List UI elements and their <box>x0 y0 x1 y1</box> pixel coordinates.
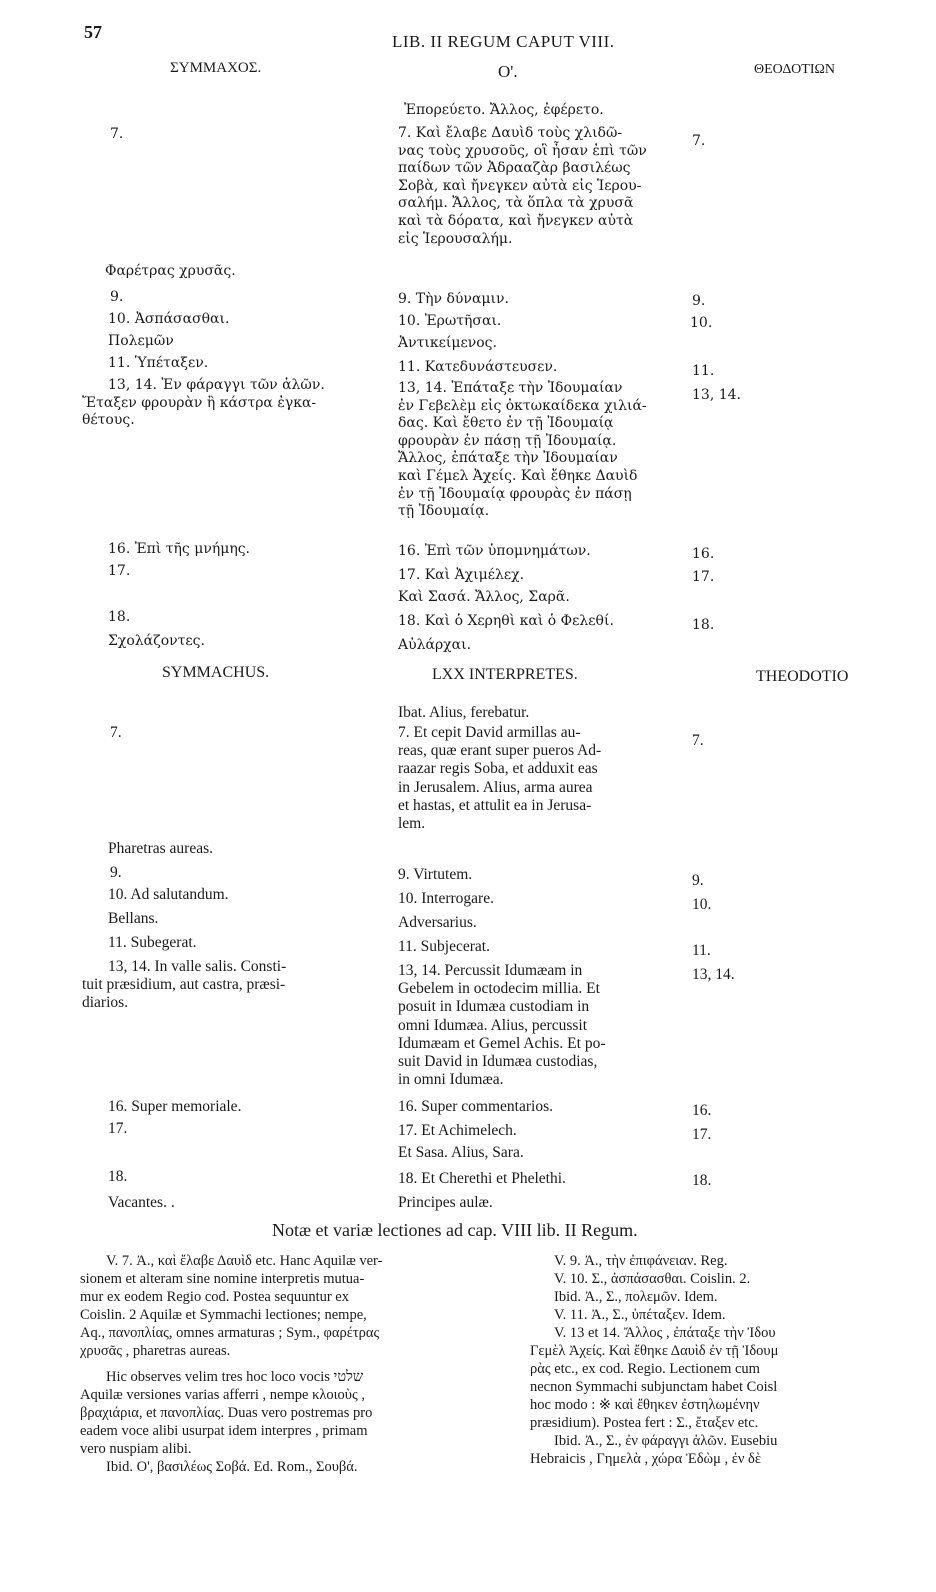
latin-lxx-heading: LXX INTERPRETES. <box>432 666 578 683</box>
latin-lxx-verse-18: 18. Et Cherethi et Phelethi. <box>398 1170 566 1187</box>
greek-lxx-antikeimenos: Ἀντικείμενος. <box>398 335 497 351</box>
greek-lxx-verse-7: 7. Καὶ ἔλαβε Δαυὶδ τοὺς χλιδῶ- νας τοὺς χρυσοῦς, οἳ ἦσαν ἐπὶ τῶν παίδων τῶν Ἀδρααζὰρ βασιλέως Σοβὰ, καὶ ἤνεγκεν αὐτὰ εἰς Ἱερου- σαλήμ. Ἄλλος, τὰ ὅπλα τὰ χρυσᾶ καὶ τὰ δόρατα, καὶ ἤνεγκεν αὐτὰ εἰς Ἱερουσαλήμ. <box>398 125 647 247</box>
latin-sym-verse-16: 16. Super memoriale. <box>108 1098 242 1115</box>
greek-lxx-sasa: Καὶ Σασά. Ἄλλος, Σαρᾶ. <box>398 589 570 605</box>
greek-sym-pharetras: Φαρέτρας χρυσᾶς. <box>105 263 236 279</box>
latin-lxx-sasa: Et Sasa. Alius, Sara. <box>398 1144 524 1161</box>
latin-theo-verse-17: 17. <box>692 1126 712 1143</box>
latin-sym-verse-7: 7. <box>110 724 122 741</box>
greek-lxx-heading: Ο'. <box>498 62 518 81</box>
latin-sym-verse-13-14: 13, 14. In valle salis. Consti- tuit præsidium, aut castra, præsi- diarios. <box>82 958 287 1012</box>
latin-sym-verse-11: 11. Subegerat. <box>108 934 197 951</box>
latin-lxx-verse-11: 11. Subjecerat. <box>398 938 490 955</box>
greek-theo-verse-13-14: 13, 14. <box>692 387 741 403</box>
running-title: LIB. II REGUM CAPUT VIII. <box>392 32 615 51</box>
greek-sym-verse-13-14: 13, 14. Ἐν φάραγγι τῶν ἁλῶν. Ἔταξεν φρουρὰν ἢ κάστρα ἐγκα- θέτους. <box>82 377 325 429</box>
latin-theo-verse-11: 11. <box>692 942 711 959</box>
greek-lxx-verse-11: 11. Κατεδυνάστευσεν. <box>398 359 558 375</box>
greek-lxx-verse-17: 17. Καὶ Ἀχιμέλεχ. <box>398 567 525 583</box>
latin-theo-verse-16: 16. <box>692 1102 712 1119</box>
greek-lxx-verse-18: 18. Καὶ ὁ Χερηθὶ καὶ ὁ Φελεθί. <box>398 613 614 629</box>
greek-sym-verse-16: 16. Ἐπὶ τῆς μνήμης. <box>108 541 250 557</box>
latin-theo-verse-13-14: 13, 14. <box>692 966 735 983</box>
page-number: 57 <box>84 22 102 42</box>
greek-lxx-verse-9: 9. Τὴν δύναμιν. <box>398 291 509 307</box>
latin-lxx-verse-16: 16. Super commentarios. <box>398 1098 553 1115</box>
latin-theo-verse-7: 7. <box>692 732 704 749</box>
greek-lxx-aularchai: Αὐλάρχαι. <box>398 637 472 653</box>
greek-sym-polemon: Πολεμῶν <box>108 333 174 349</box>
greek-sym-verse-11: 11. Ὑπέταξεν. <box>108 355 209 371</box>
latin-lxx-verse-7: 7. Et cepit David armillas au- reas, quæ erant super pueros Ad- raazar regis Soba, et adduxit eas in Jerusalem. Alius, arma aurea et hastas, et attulit ea in Jerusa- lem. <box>398 724 602 833</box>
latin-theo-verse-18: 18. <box>692 1172 712 1189</box>
latin-lxx-verse-13-14: 13, 14. Percussit Idumæam in Gebelem in octodecim millia. Et posuit in Idumæa custodiam in omni Idumæa. Alius, percussit Idumæam et Gemel Achis. Et po- suit David in Idumæa custodias, in omni Idumæa. <box>398 962 606 1089</box>
notes-right-column: V. 9. Ἀ., τὴν ἐπιφάνειαν. Reg. V. 10. Σ., ἀσπάσασθαι. Coislin. 2. Ibid. Ἀ., Σ., πολεμῶν. Idem. V. 11. Ἀ., Σ., ὑπέταξεν. Idem. V. 13 et 14. Ἄλλος , ἐπάταξε τὴν Ἰδου Γεμὲλ Ἀχείς. Καὶ ἔθηκε Δαυὶδ ἐν τῇ Ἰδουμ ρὰς etc., ex cod. Regio. Lectionem cum necnon Symmachi subjunctam habet Coisl hoc modo : ※ καὶ ἔθηκεν ἐστηλωμένην præsidium). Postea fert : Σ., ἔταξεν etc. Ibid. Ἀ., Σ., ἐν φάραγγι ἁλῶν. Eusebiu Hebraicis , Γημελὰ , χώρα Ἐδὼμ , ἐν δὲ <box>530 1253 779 1467</box>
latin-lxx-verse-17: 17. Et Achimelech. <box>398 1122 517 1139</box>
latin-lxx-adversarius: Adversarius. <box>398 914 477 931</box>
latin-sym-pharetras: Pharetras aureas. <box>108 840 214 857</box>
greek-theo-verse-11: 11. <box>692 363 715 379</box>
greek-theo-verse-10: 10. <box>690 315 713 331</box>
greek-sym-verse-17: 17. <box>108 563 131 579</box>
latin-sym-verse-10: 10. Ad salutandum. <box>108 886 229 903</box>
latin-sym-bellans: Bellans. <box>108 910 159 927</box>
greek-theo-verse-9: 9. <box>692 293 706 309</box>
greek-sym-verse-10: 10. Ἀσπάσασθαι. <box>108 311 230 327</box>
greek-sym-verse-7: 7. <box>110 126 124 142</box>
greek-sym-verse-9: 9. <box>110 289 124 305</box>
notes-left-column: V. 7. Ἀ., καὶ ἔλαβε Δαυὶδ etc. Hanc Aquilæ ver- sionem et alteram sine nomine interpretis mutua- mur ex eodem Regio cod. Postea sequuntur ex Coislin. 2 Aquilæ et Symmachi lectiones; nempe, Aq., πανοπλίας, omnes armaturas ; Sym., φαρέτρας χρυσᾶς , pharetras aureas. Hic observes velim tres hoc loco vocis שלטי Aquilæ versiones varias afferri , nempe κλοιοὺς , βραχιάρια, et πανοπλίας. Duas vero postremas pro eadem voce alibi usurpat idem interpres , primam vero nuspiam alibi. Ibid. Ο', βασιλέως Σοβά. Ed. Rom., Σουβά. <box>80 1253 383 1475</box>
latin-lxx-verse-10: 10. Interrogare. <box>398 890 494 907</box>
greek-theodotion-heading: ΘΕΟΔΟΤΙΩΝ <box>754 62 836 77</box>
latin-sym-verse-9: 9. <box>110 864 122 881</box>
greek-theo-verse-16: 16. <box>692 546 715 562</box>
greek-theo-verse-7: 7. <box>692 133 706 149</box>
latin-sym-vacantes: Vacantes. . <box>108 1194 175 1211</box>
greek-lxx-verse-16: 16. Ἐπὶ τῶν ὑπομνημάτων. <box>398 543 591 559</box>
latin-symmachus-heading: SYMMACHUS. <box>162 664 270 681</box>
latin-lxx-first-line: Ibat. Alius, ferebatur. <box>398 704 530 721</box>
notes-title: Notæ et variæ lectiones ad cap. VIII lib. II Regum. <box>272 1220 638 1240</box>
greek-sym-scholazontes: Σχολάζοντες. <box>108 633 205 649</box>
greek-lxx-verse-13-14: 13, 14. Ἐπάταξε τὴν Ἰδουμαίαν ἐν Γεβελὲμ εἰς ὀκτωκαίδεκα χιλιά- δας. Καὶ ἔθετο ἐν τῇ Ἰδουμαίᾳ φρουρὰν ἐν πάσῃ τῇ Ἰδουμαίᾳ. Ἄλλος, ἐπάταξε τὴν Ἰδουμαίαν καὶ Γέμελ Ἀχείς. Καὶ ἔθηκε Δαυὶδ ἐν τῇ Ἰδουμαίᾳ φρουρὰς ἐν πάσῃ τῇ Ἰδουμαίᾳ. <box>398 380 647 520</box>
greek-theo-verse-18: 18. <box>692 617 715 633</box>
latin-lxx-principes: Principes aulæ. <box>398 1194 493 1211</box>
latin-theo-verse-10: 10. <box>692 896 712 913</box>
latin-theodotio-heading: THEODOTIO <box>756 668 849 685</box>
greek-lxx-first-line: Ἐπορεύετο. Ἄλλος, ἐφέρετο. <box>404 102 604 118</box>
latin-sym-verse-18: 18. <box>108 1168 128 1185</box>
greek-lxx-verse-10: 10. Ἐρωτῆσαι. <box>398 313 502 329</box>
latin-lxx-verse-9: 9. Virtutem. <box>398 866 473 883</box>
greek-symmachus-heading: ΣΥΜΜΑΧΟΣ. <box>170 60 262 76</box>
latin-sym-verse-17: 17. <box>108 1120 128 1137</box>
greek-sym-verse-18: 18. <box>108 609 131 625</box>
greek-theo-verse-17: 17. <box>692 569 715 585</box>
latin-theo-verse-9: 9. <box>692 872 704 889</box>
